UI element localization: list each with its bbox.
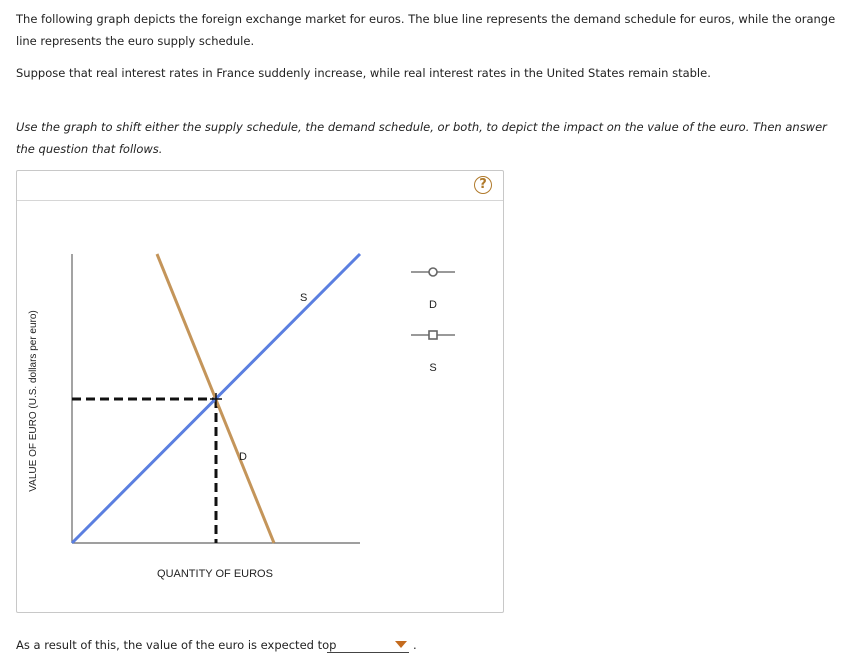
y-axis-label: VALUE OF EURO (U.S. dollars per euro) xyxy=(28,310,39,492)
chevron-down-icon xyxy=(395,641,407,648)
x-axis-label: QUANTITY OF EUROS xyxy=(157,568,273,580)
question-period: . xyxy=(413,638,417,652)
circle-marker-icon xyxy=(429,268,437,276)
graph-panel xyxy=(16,170,504,613)
legend-s-tool[interactable] xyxy=(411,331,455,374)
legend-s-label: S xyxy=(429,362,437,374)
graph-canvas[interactable] xyxy=(17,171,503,612)
square-marker-icon xyxy=(429,331,437,339)
intro-paragraph-2: Suppose that real interest rates in France suddenly increase, while real interest rates in the United States remain stable. xyxy=(16,66,711,80)
legend-d-tool[interactable] xyxy=(411,268,455,311)
help-icon[interactable]: ? xyxy=(474,176,492,194)
intro-paragraph-1: The following graph depicts the foreign exchange market for euros. The blue line represents the demand schedule for euros, while the orange line represents the euro supply schedule. xyxy=(16,12,836,48)
instruction-paragraph: Use the graph to shift either the supply schedule, the demand schedule, or both, to depict the impact on the value of the euro. Then answer the question that follows. xyxy=(16,120,827,156)
blue-line-label: S xyxy=(300,292,308,304)
answer-dropdown[interactable] xyxy=(327,638,409,653)
question-text: As a result of this, the value of the euro is expected top xyxy=(16,638,337,652)
legend-d-label: D xyxy=(429,299,437,311)
orange-line-label: D xyxy=(239,451,247,463)
